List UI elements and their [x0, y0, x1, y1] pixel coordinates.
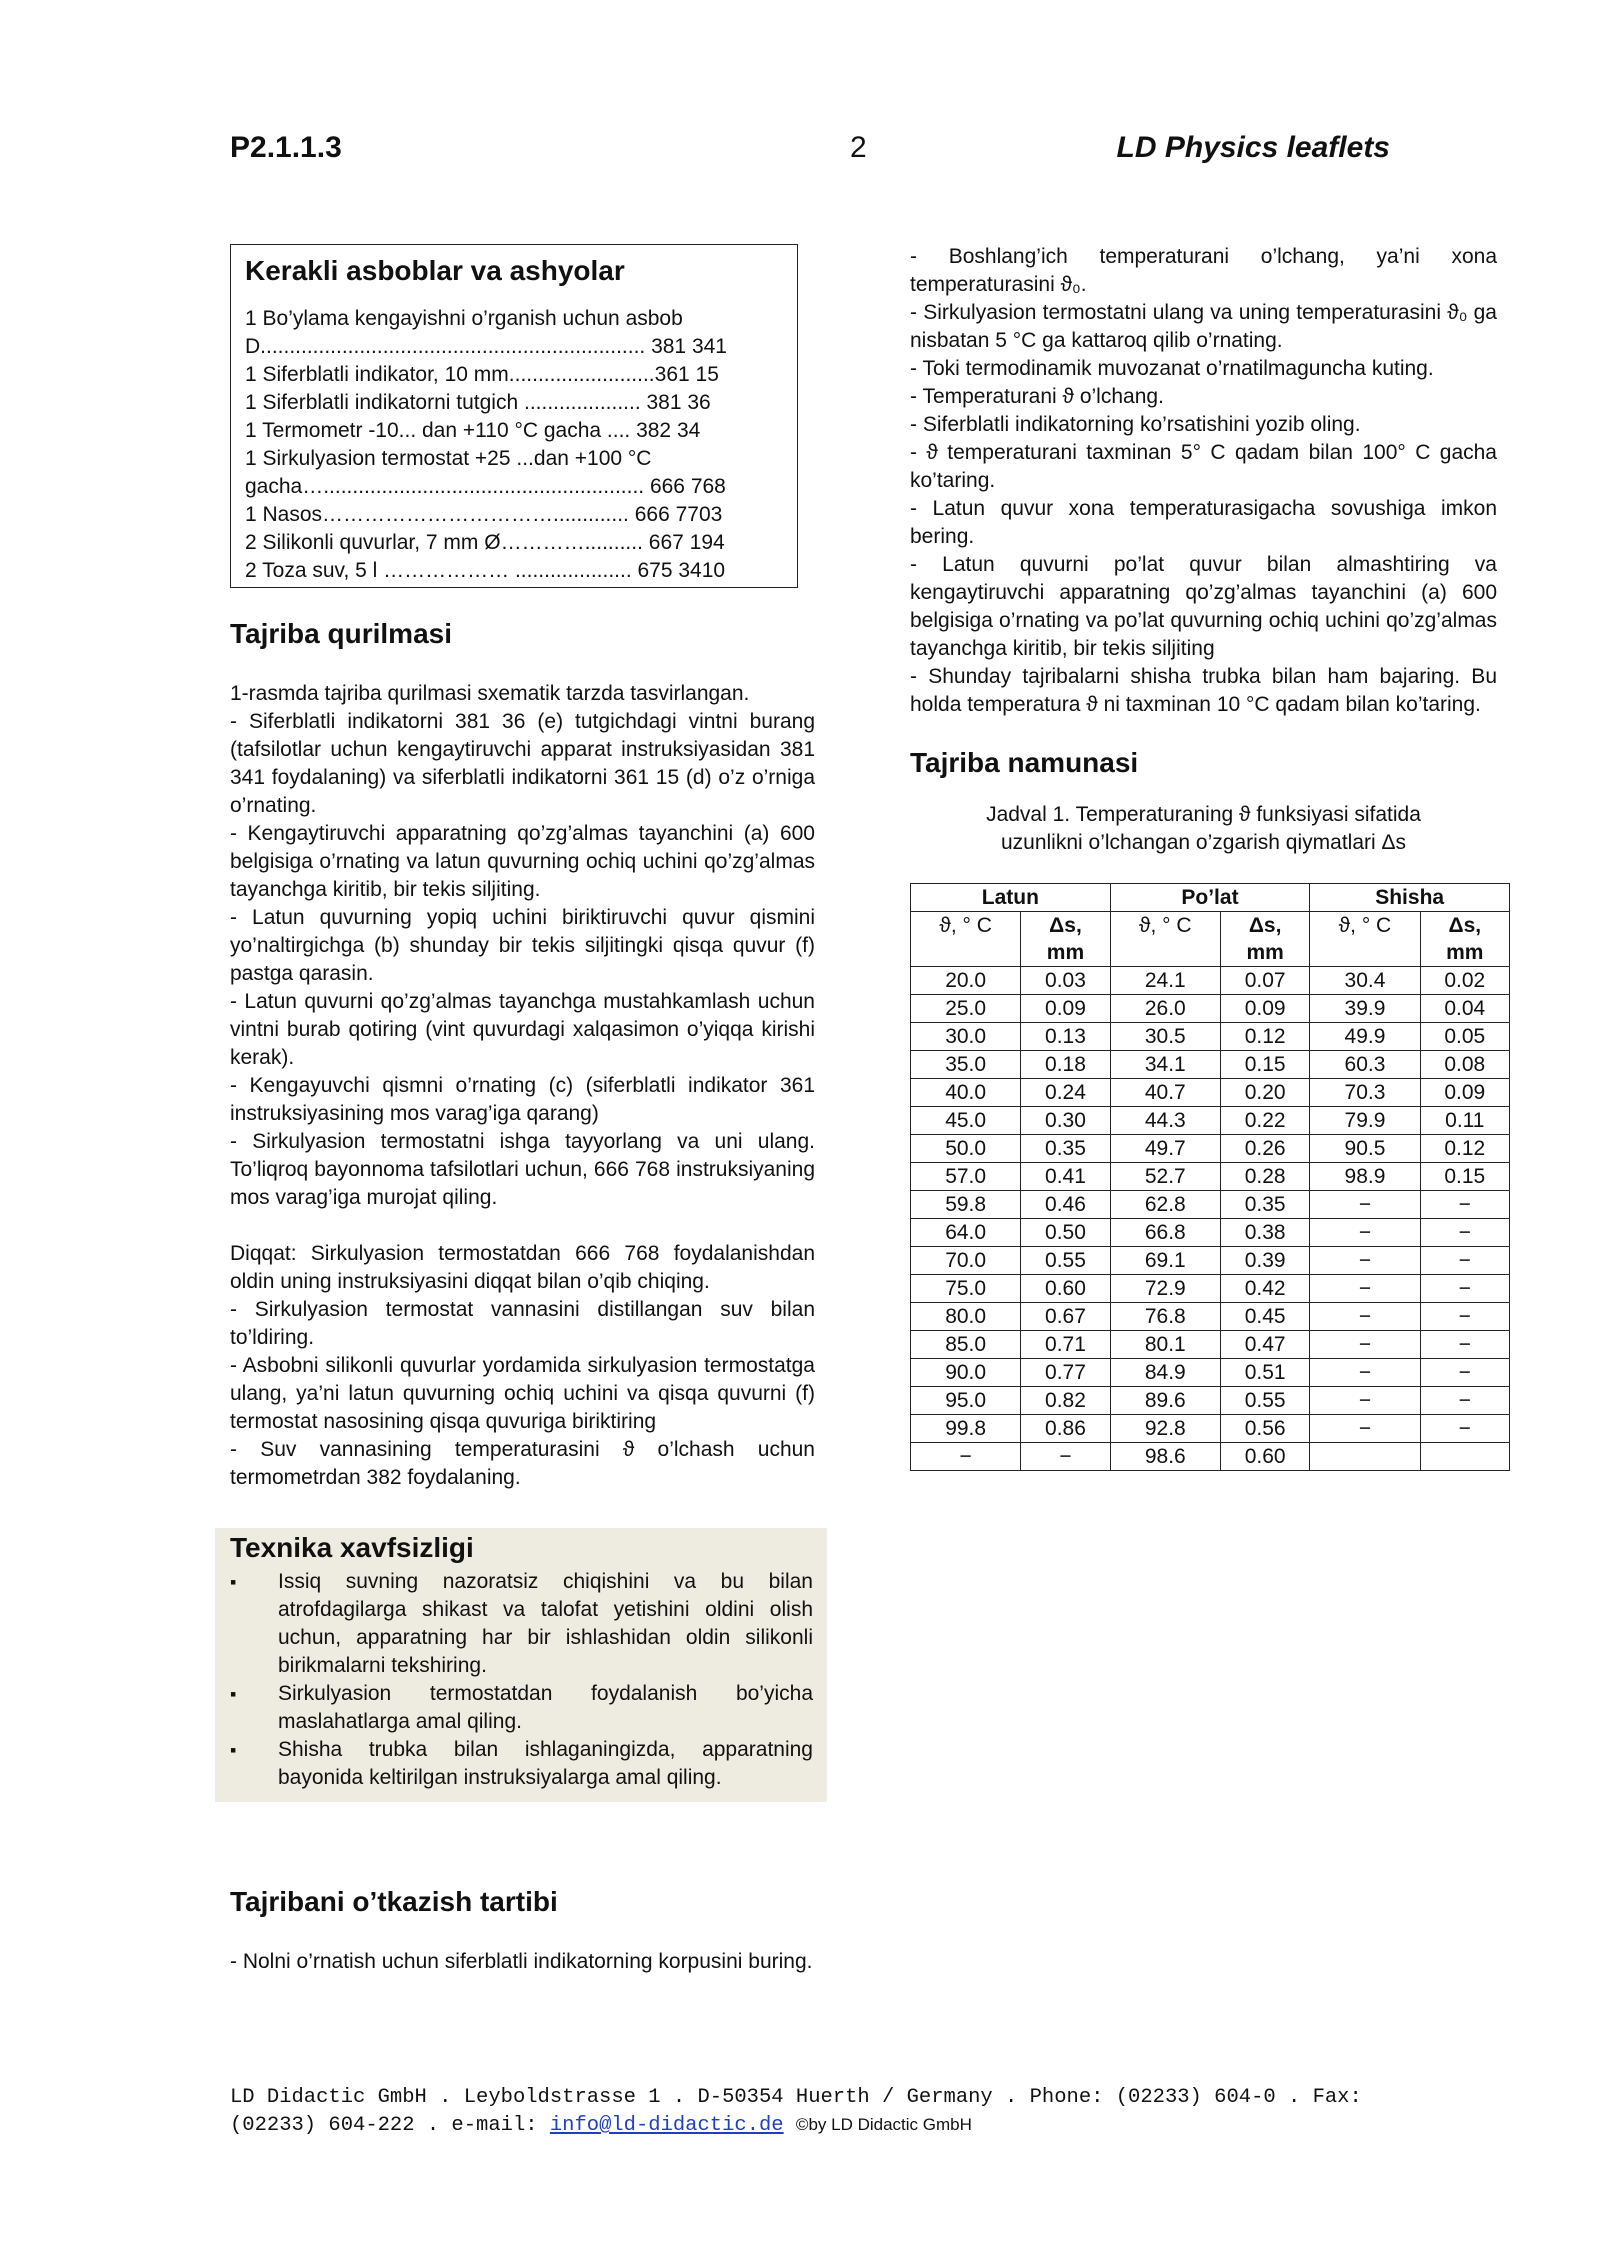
- equipment-item: 2 Silikonli quvurlar, 7 mm Ø………….......... 667 194: [245, 531, 725, 554]
- caption-line: uzunlikni o’lchangan o’zgarish qiymatlari Δs: [1000, 831, 1407, 854]
- setup-paragraph: - Latun quvurning yopiq uchini biriktiruvchi quvur qismini yo’naltirgichga (b) shunday bir tekis siljitingki qisqa quvur (f) pastga qarasin.: [230, 906, 815, 985]
- table-cell: 35.0: [911, 1051, 1021, 1079]
- table-cell: −: [1021, 1443, 1110, 1471]
- table-cell: 40.0: [911, 1079, 1021, 1107]
- table-cell: 0.05: [1420, 1023, 1509, 1051]
- setup-note: Diqqat: Sirkulyasion termostatdan 666 768 foydalanishdan oldin uning instruksiyasini diqqat bilan o’qib chiqing.: [230, 1242, 815, 1293]
- procedure-step: - Sirkulyasion termostatni ulang va uning temperaturasini ϑ₀ ga nisbatan 5 °C ga kattaroq qilib o’rnating.: [910, 301, 1497, 352]
- table-cell: 70.0: [911, 1247, 1021, 1275]
- table-cell: [1420, 1443, 1509, 1471]
- table-cell: 64.0: [911, 1219, 1021, 1247]
- bullet-icon: ▪: [230, 1572, 237, 1592]
- table-cell: 0.42: [1220, 1275, 1309, 1303]
- table-cell: 0.39: [1220, 1247, 1309, 1275]
- col-header-ds: [1420, 912, 1509, 967]
- table-cell: 0.51: [1220, 1359, 1309, 1387]
- table-cell: 0.15: [1220, 1051, 1309, 1079]
- col-header-ds-label: Δs,: [1248, 914, 1282, 937]
- table-cell: 90.5: [1310, 1135, 1420, 1163]
- caption-line: Jadval 1. Temperaturaning ϑ funksiyasi sifatida: [986, 803, 1421, 826]
- safety-box: [215, 1528, 827, 1802]
- table-cell: −: [911, 1443, 1021, 1471]
- col-header-ds-unit: mm: [1446, 941, 1484, 964]
- table-cell: 52.7: [1110, 1163, 1220, 1191]
- procedure-step: - ϑ temperaturani taxminan 5° C qadam bilan 100° C gacha ko’taring.: [910, 441, 1497, 492]
- table-cell: 30.0: [911, 1023, 1021, 1051]
- table-cell: 39.9: [1310, 995, 1420, 1023]
- table-cell: 50.0: [911, 1135, 1021, 1163]
- table-cell: 59.8: [911, 1191, 1021, 1219]
- table-cell: 95.0: [911, 1387, 1021, 1415]
- table-row: [911, 1331, 1510, 1359]
- table-cell: 49.9: [1310, 1023, 1420, 1051]
- procedure-step: - Shunday tajribalarni shisha trubka bilan ham bajaring. Bu holda temperatura ϑ ni taxminan 10 °C qadam bilan ko’taring.: [910, 665, 1497, 716]
- table-cell: 89.6: [1110, 1387, 1220, 1415]
- table-cell: 0.60: [1021, 1275, 1110, 1303]
- table-cell: 40.7: [1110, 1079, 1220, 1107]
- table-cell: 0.71: [1021, 1331, 1110, 1359]
- table-row: [911, 1359, 1510, 1387]
- setup-paragraph: - Sirkulyasion termostatni ishga tayyorlang va uni ulang. To’liqroq bayonnoma tafsilotlari uchun, 666 768 instruksiyaning mos varag’iga murojat qiling.: [230, 1130, 815, 1209]
- procedure-step: - Latun quvur xona temperaturasigacha sovushiga imkon bering.: [910, 497, 1497, 548]
- table-cell: 98.9: [1310, 1163, 1420, 1191]
- table-cell: −: [1310, 1331, 1420, 1359]
- table-row: [911, 1303, 1510, 1331]
- table-cell: −: [1420, 1191, 1509, 1219]
- table-cell: 99.8: [911, 1415, 1021, 1443]
- table-cell: −: [1420, 1275, 1509, 1303]
- table-row: [911, 1247, 1510, 1275]
- table-cell: −: [1420, 1247, 1509, 1275]
- table-cell: 0.08: [1420, 1051, 1509, 1079]
- table-cell: 80.1: [1110, 1331, 1220, 1359]
- table-cell: 85.0: [911, 1331, 1021, 1359]
- col-header-temp: ϑ, ° C: [1310, 912, 1420, 967]
- procedure-step: - Boshlang’ich temperaturani o’lchang, ya’ni xona temperaturasini ϑ₀.: [910, 245, 1497, 296]
- page-footer: [230, 2084, 1430, 2139]
- procedure-step: - Siferblatli indikatorning ko’rsatishini yozib oling.: [910, 413, 1361, 436]
- col-header-ds-unit: mm: [1246, 941, 1284, 964]
- table-body: [911, 967, 1510, 1471]
- equipment-box: [230, 244, 798, 588]
- procedure-step: - Temperaturani ϑ o’lchang.: [910, 385, 1164, 408]
- table-cell: [1310, 1443, 1420, 1471]
- table-row: [911, 1107, 1510, 1135]
- setup-paragraph: - Siferblatli indikatorni 381 36 (e) tutgichdagi vintni burang (tafsilotlar uchun kengaytiruvchi apparat instruksiyasidan 381 341 foydalaning) va siferblatli indikatorni 361 15 (d) o’z o’rniga o’rnating.: [230, 710, 815, 817]
- col-header-ds: [1021, 912, 1110, 967]
- table-cell: 44.3: [1110, 1107, 1220, 1135]
- table-cell: 49.7: [1110, 1135, 1220, 1163]
- copyright-text: ©by LD Didactic GmbH: [795, 2115, 972, 2134]
- table-cell: 0.18: [1021, 1051, 1110, 1079]
- sample-heading: Tajriba namunasi: [910, 747, 1139, 778]
- table-cell: −: [1310, 1275, 1420, 1303]
- table-row: [911, 1275, 1510, 1303]
- table-cell: 0.09: [1021, 995, 1110, 1023]
- safety-item: [230, 1680, 813, 1736]
- setup-paragraph: 1-rasmda tajriba qurilmasi sxematik tarzda tasvirlangan.: [230, 682, 750, 705]
- table-cell: 79.9: [1310, 1107, 1420, 1135]
- table-cell: 0.35: [1220, 1191, 1309, 1219]
- equipment-item: 1 Termometr -10... dan +110 °C gacha .... 382 34: [245, 419, 701, 442]
- table-cell: 45.0: [911, 1107, 1021, 1135]
- table-cell: 98.6: [1110, 1443, 1220, 1471]
- safety-item-text: Issiq suvning nazoratsiz chiqishini va bu bilan atrofdagilarga shikast va talofat yetishini oldini olish uchun, apparatning har bir ishlashidan oldin silikonli birikmalarni tekshiring.: [278, 1570, 813, 1677]
- procedure-step: - Toki termodinamik muvozanat o’rnatilmaguncha kuting.: [910, 357, 1434, 380]
- table-cell: 0.55: [1220, 1387, 1309, 1415]
- table-cell: 76.8: [1110, 1303, 1220, 1331]
- table-cell: −: [1310, 1359, 1420, 1387]
- bullet-icon: ▪: [230, 1740, 237, 1760]
- table-caption: [910, 801, 1497, 857]
- page-header: [230, 131, 1390, 171]
- table-row: [911, 1051, 1510, 1079]
- table-cell: 0.03: [1021, 967, 1110, 995]
- table-cell: 66.8: [1110, 1219, 1220, 1247]
- col-header-ds-label: Δs,: [1049, 914, 1082, 937]
- table-cell: 0.12: [1420, 1135, 1509, 1163]
- table-cell: −: [1420, 1303, 1509, 1331]
- equipment-item: 1 Sirkulyasion termostat +25 ...dan +100 °C: [245, 447, 652, 470]
- email-link[interactable]: info@ld-didactic.de: [549, 2114, 784, 2137]
- group-header-brass: Latun: [911, 884, 1111, 912]
- equipment-item: 1 Siferblatli indikator, 10 mm.........................361 15: [245, 363, 719, 386]
- col-header-temp: ϑ, ° C: [1110, 912, 1220, 967]
- table-cell: −: [1310, 1191, 1420, 1219]
- table-row: [911, 1135, 1510, 1163]
- table-cell: 0.26: [1220, 1135, 1309, 1163]
- setup-paragraph: - Suv vannasining temperaturasini ϑ o’lchash uchun termometrdan 382 foydalaning.: [230, 1438, 815, 1489]
- footer-address: LD Didactic GmbH . Leyboldstrasse 1 . D-50354 Huerth / Germany . Phone: (02233) 604-0 . Fax:: [230, 2086, 1362, 2109]
- table-cell: 0.09: [1220, 995, 1309, 1023]
- setup-paragraph: - Latun quvurni qo’zg’almas tayanchga mustahkamlash uchun vintni burab qotiring (vint quvurdagi xalqasimon o’yiqqa kirishi kerak).: [230, 990, 815, 1069]
- table-cell: 0.04: [1420, 995, 1509, 1023]
- setup-paragraph: - Sirkulyasion termostat vannasini distillangan suv bilan to’ldiring.: [230, 1298, 815, 1349]
- table-cell: 0.20: [1220, 1079, 1309, 1107]
- procedure-step: - Latun quvurni po’lat quvur bilan almashtiring va kengaytiruvchi apparatning qo’zg’almas tayanchini (a) 600 belgisiga o’rnating va po’lat quvurning ochiq uchini qo’zg’almas tayanchga kiritib, bir tekis siljiting: [910, 553, 1497, 660]
- table-cell: 30.4: [1310, 967, 1420, 995]
- table-row: [911, 1415, 1510, 1443]
- table-cell: 0.24: [1021, 1079, 1110, 1107]
- table-cell: 0.55: [1021, 1247, 1110, 1275]
- group-header-steel: Po’lat: [1110, 884, 1310, 912]
- equipment-title: Kerakli asboblar va ashyolar: [245, 255, 625, 286]
- table-cell: 0.28: [1220, 1163, 1309, 1191]
- setup-paragraph: - Kengaytiruvchi apparatning qo’zg’almas tayanchini (a) 600 belgisiga o’rnating va latun quvurning ochiq uchini qo’zg’almas tayanchga kiritib, bir tekis siljiting.: [230, 822, 815, 901]
- table-cell: 25.0: [911, 995, 1021, 1023]
- table-cell: 0.77: [1021, 1359, 1110, 1387]
- table-row: [911, 1387, 1510, 1415]
- setup-paragraph: - Kengayuvchi qismni o’rnating (c) (siferblatli indikator 361 instruksiyasining mos varag’iga qarang): [230, 1074, 815, 1125]
- table-row: [911, 1219, 1510, 1247]
- table-cell: 92.8: [1110, 1415, 1220, 1443]
- bullet-icon: ▪: [230, 1684, 237, 1704]
- table-cell: 0.50: [1021, 1219, 1110, 1247]
- procedure-heading: Tajribani o’tkazish tartibi: [230, 1886, 558, 1917]
- table-row: [911, 967, 1510, 995]
- table-cell: −: [1310, 1219, 1420, 1247]
- col-header-temp: ϑ, ° C: [911, 912, 1021, 967]
- table-cell: 0.47: [1220, 1331, 1309, 1359]
- table-cell: 20.0: [911, 967, 1021, 995]
- table-cell: −: [1420, 1415, 1509, 1443]
- table-cell: −: [1310, 1415, 1420, 1443]
- safety-item: [230, 1568, 813, 1680]
- table-row: [911, 1079, 1510, 1107]
- equipment-item: 1 Nasos……………………………............. 666 7703: [245, 503, 723, 526]
- safety-item-text: Shisha trubka bilan ishlaganingizda, apparatning bayonida keltirilgan instruksiyalarga amal qiling.: [278, 1738, 813, 1789]
- equipment-item: 1 Siferblatli indikatorni tutgich .................... 381 36: [245, 391, 711, 414]
- safety-heading: Texnika xavfsizligi: [230, 1532, 474, 1563]
- table-cell: 30.5: [1110, 1023, 1220, 1051]
- table-cell: 0.82: [1021, 1387, 1110, 1415]
- table-row: [911, 1163, 1510, 1191]
- table-cell: 26.0: [1110, 995, 1220, 1023]
- table-cell: 0.12: [1220, 1023, 1309, 1051]
- col-header-ds: [1220, 912, 1309, 967]
- procedure-paragraph: - Nolni o’rnatish uchun siferblatli indikatorning korpusini buring.: [230, 1950, 813, 1973]
- table-cell: −: [1310, 1303, 1420, 1331]
- table-cell: 75.0: [911, 1275, 1021, 1303]
- table-cell: 0.35: [1021, 1135, 1110, 1163]
- table-cell: 0.46: [1021, 1191, 1110, 1219]
- table-cell: −: [1420, 1387, 1509, 1415]
- table-cell: 0.02: [1420, 967, 1509, 995]
- table-cell: 72.9: [1110, 1275, 1220, 1303]
- equipment-item: D.................................................................. 381 341: [245, 335, 727, 358]
- table-cell: 80.0: [911, 1303, 1021, 1331]
- table-row: [911, 995, 1510, 1023]
- table-cell: 0.41: [1021, 1163, 1110, 1191]
- col-header-ds-unit: mm: [1046, 941, 1085, 964]
- group-header-glass: Shisha: [1310, 884, 1510, 912]
- table-cell: 0.09: [1420, 1079, 1509, 1107]
- table-cell: 62.8: [1110, 1191, 1220, 1219]
- table-cell: −: [1420, 1359, 1509, 1387]
- table-cell: −: [1310, 1247, 1420, 1275]
- safety-item-text: Sirkulyasion termostatdan foydalanish bo’yicha maslahatlarga amal qiling.: [278, 1682, 813, 1733]
- table-cell: 0.11: [1420, 1107, 1509, 1135]
- table-cell: 60.3: [1310, 1051, 1420, 1079]
- table-cell: −: [1310, 1387, 1420, 1415]
- page-number: 2: [850, 131, 867, 164]
- table-cell: 84.9: [1110, 1359, 1220, 1387]
- setup-paragraph: - Asbobni silikonli quvurlar yordamida sirkulyasion termostatga ulang, ya’ni latun quvurning ochiq uchini va qisqa quvurni (f) termostat nasosining qisqa quvuriga biriktiring: [230, 1354, 815, 1433]
- table-cell: 0.07: [1220, 967, 1309, 995]
- leaflet-code: P2.1.1.3: [230, 131, 342, 164]
- table-cell: 0.56: [1220, 1415, 1309, 1443]
- table-row: [911, 1443, 1510, 1471]
- table-cell: 0.67: [1021, 1303, 1110, 1331]
- table-cell: 0.45: [1220, 1303, 1309, 1331]
- publication-title: LD Physics leaflets: [1116, 131, 1390, 164]
- table-cell: 90.0: [911, 1359, 1021, 1387]
- equipment-item: gacha…....................................................... 666 768: [245, 475, 726, 498]
- table-cell: 0.22: [1220, 1107, 1309, 1135]
- equipment-item: 1 Bo’ylama kengayishni o’rganish uchun asbob: [245, 307, 683, 330]
- table-cell: 69.1: [1110, 1247, 1220, 1275]
- table-cell: 0.60: [1220, 1443, 1309, 1471]
- table-cell: 0.30: [1021, 1107, 1110, 1135]
- table-cell: 0.15: [1420, 1163, 1509, 1191]
- table-cell: 0.38: [1220, 1219, 1309, 1247]
- table-cell: 0.13: [1021, 1023, 1110, 1051]
- safety-item: [230, 1736, 813, 1792]
- table-cell: −: [1420, 1331, 1509, 1359]
- table-cell: 70.3: [1310, 1079, 1420, 1107]
- setup-heading: Tajriba qurilmasi: [230, 618, 452, 649]
- right-column: [910, 243, 1497, 1471]
- table-cell: 57.0: [911, 1163, 1021, 1191]
- footer-fax: (02233) 604-222 . e-mail:: [230, 2114, 550, 2137]
- table-cell: −: [1420, 1219, 1509, 1247]
- table-row: [911, 1023, 1510, 1051]
- table-cell: 24.1: [1110, 967, 1220, 995]
- table-cell: 0.86: [1021, 1415, 1110, 1443]
- footer-line2: [230, 2111, 1430, 2139]
- left-column: [230, 244, 815, 1976]
- col-header-ds-label: Δs,: [1448, 914, 1482, 937]
- table-cell: 34.1: [1110, 1051, 1220, 1079]
- equipment-item: 2 Toza suv, 5 l ……………… .................... 675 3410: [245, 559, 726, 582]
- table-row: [911, 1191, 1510, 1219]
- data-table: [910, 883, 1510, 1471]
